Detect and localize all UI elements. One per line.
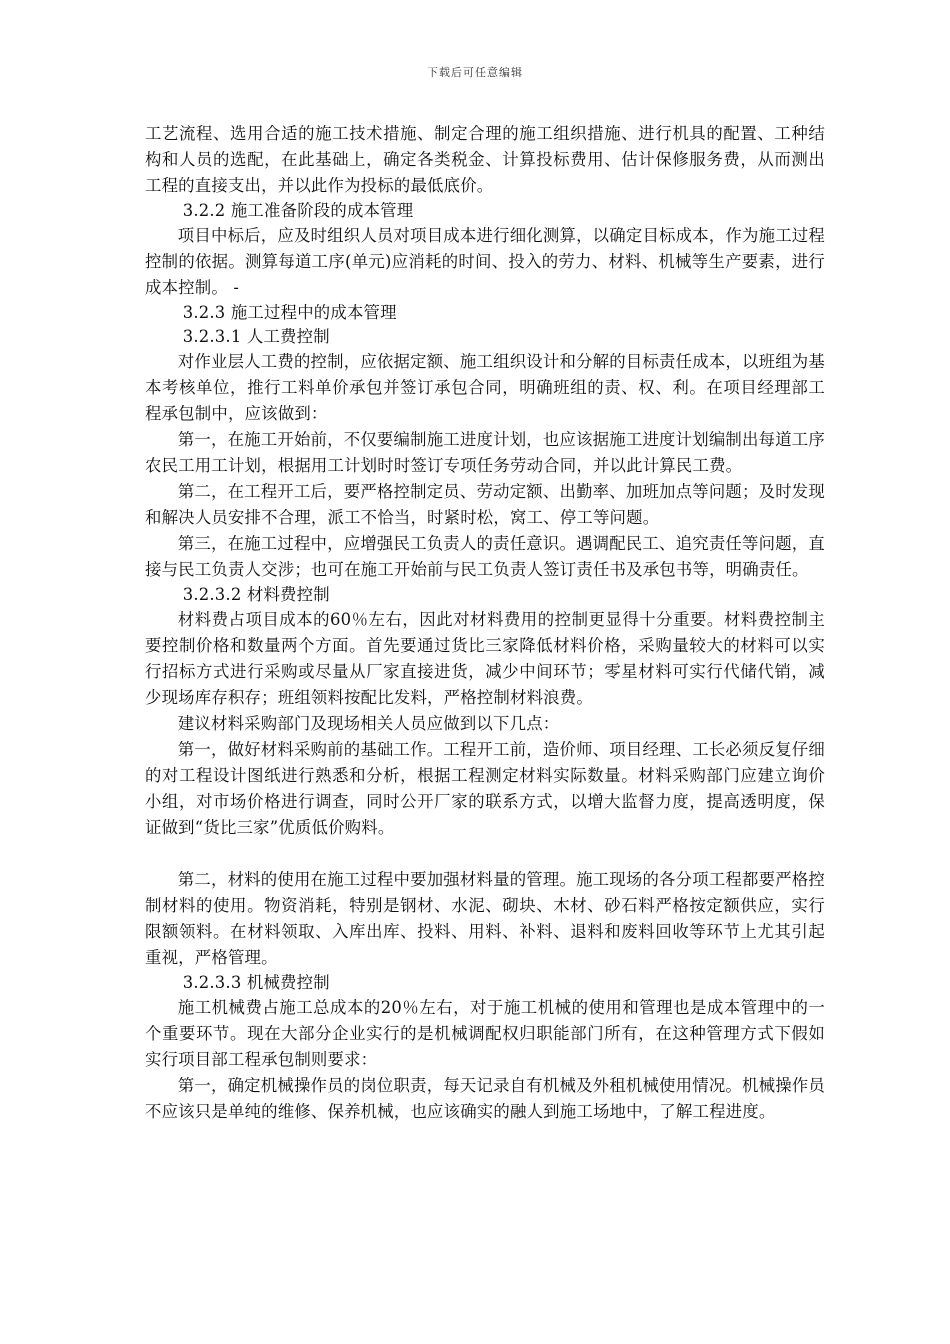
paragraph-3-2-3-1-c: 第二，在工程开工后，要严格控制定员、劳动定额、出勤率、加班加点等问题；及时发现和解决人员安排不合理，派工不恰当，时紧时松，窝工、停工等问题。 xyxy=(145,482,825,527)
paragraph-intro: 工艺流程、选用合适的施工技术措施、制定合理的施工组织措施、进行机具的配置、工种结构和人员的选配，在此基础上，确定各类税金、计算投标费用、估计保修服务费，从而测出工程的直接支出，并以此作为投标的最低底价。 xyxy=(145,124,825,195)
section-heading-3-2-2: 3.2.2 施工准备阶段的成本管理 xyxy=(182,201,414,220)
section-heading-3-2-3-1: 3.2.3.1 人工费控制 xyxy=(182,327,330,346)
paragraph-3-2-3-1-a: 对作业层人工费的控制，应依据定额、施工组织设计和分解的目标责任成本，以班组为基本考核单位，推行工料单价承包并签订承包合同，明确班组的责、权、利。在项目经理部工程承包制中，应该做到： xyxy=(145,352,825,423)
section-heading-3-2-3-2: 3.2.3.2 材料费控制 xyxy=(182,585,330,604)
paragraph-3-2-3-2-d: 第二，材料的使用在施工过程中要加强材料量的管理。施工现场的各分项工程都要严格控制材料的使用。物资消耗，特别是钢材、水泥、砌块、木材、砂石料严格按定额供应，实行限额领料。在材料领取、入库出库、投料、用料、补料、退料和废料回收等环节上尤其引起重视，严格管理。 xyxy=(145,870,825,967)
blank-line xyxy=(145,841,825,867)
paragraph-3-2-3-3-b: 第一，确定机械操作员的岗位职责，每天记录自有机械及外租机械使用情况。机械操作员不应该只是单纯的维修、保养机械，也应该确实的融人到施工场地中，了解工程进度。 xyxy=(145,1076,825,1121)
paragraph-3-2-2: 项目中标后，应及时组织人员对项目成本进行细化测算，以确定目标成本，作为施工过程控制的依据。测算每道工序(单元)应消耗的时间、投入的劳力、材料、机械等生产要素，进行成本控制。 - xyxy=(145,226,825,297)
paragraph-3-2-3-1-b: 第一，在施工开始前，不仅要编制施工进度计划，也应该据施工进度计划编制出每道工序农民工用工计划，根据用工计划时时签订专项任务劳动合同，并以此计算民工费。 xyxy=(145,430,825,475)
page-header: 下载后可任意编辑 xyxy=(427,66,523,79)
document-body xyxy=(145,121,825,1125)
paragraph-3-2-3-2-b: 建议材料采购部门及现场相关人员应做到以下几点： xyxy=(177,714,560,733)
section-heading-3-2-3-3: 3.2.3.3 机械费控制 xyxy=(182,973,330,992)
paragraph-3-2-3-3-a: 施工机械费占施工总成本的20％左右，对于施工机械的使用和管理也是成本管理中的一个重要环节。现在大部分企业实行的是机械调配权归职能部门所有，在这种管理方式下假如实行项目部工程承包制则要求： xyxy=(145,998,825,1069)
paragraph-3-2-3-2-a: 材料费占项目成本的60％左右，因此对材料费用的控制更显得十分重要。材料费控制主要控制价格和数量两个方面。首先要通过货比三家降低材料价格，采购量较大的材料可以实行招标方式进行采购或尽量从厂家直接进货，减少中间环节；零星材料可实行代储代销，减少现场库存积存；班组领料按配比发料，严格控制材料浪费。 xyxy=(145,610,825,707)
section-heading-3-2-3: 3.2.3 施工过程中的成本管理 xyxy=(182,303,397,322)
paragraph-3-2-3-2-c: 第一，做好材料采购前的基础工作。工程开工前，造价师、项目经理、工长必须反复仔细的对工程设计图纸进行熟悉和分析，根据工程测定材料实际数量。材料采购部门应建立询价小组，对市场价格进行调查，同时公开厂家的联系方式，以增大监督力度，提高透明度，保证做到“货比三家”优质低价购料。 xyxy=(145,740,825,837)
paragraph-3-2-3-1-d: 第三，在施工过程中，应增强民工负责人的责任意识。遇调配民工、追究责任等问题，直接与民工负责人交涉；也可在施工开始前与民工负责人签订责任书及承包书等，明确责任。 xyxy=(145,534,825,579)
